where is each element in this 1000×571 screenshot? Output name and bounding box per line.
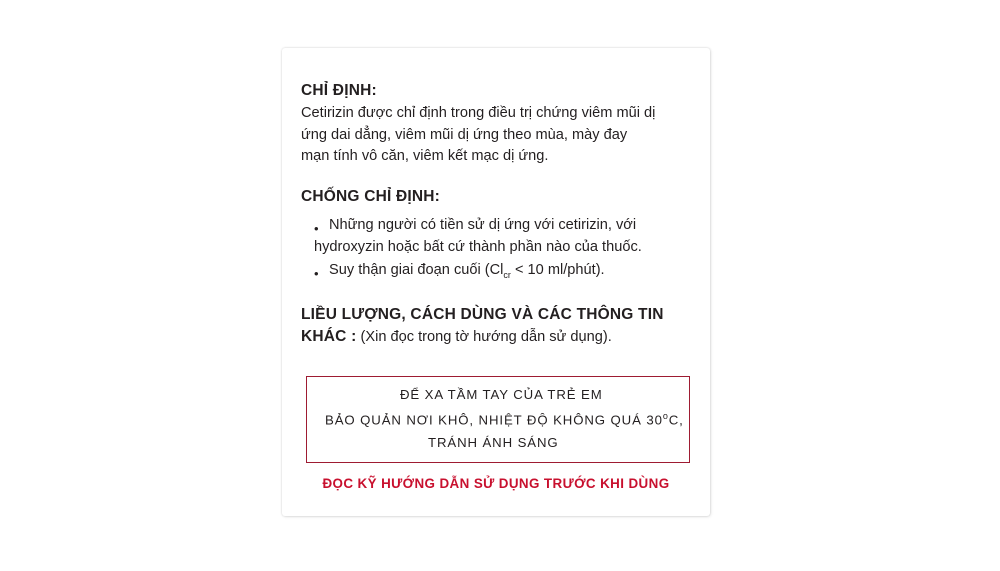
- dosage-note: (Xin đọc trong tờ hướng dẫn sử dụng).: [356, 329, 612, 345]
- contraindication-item: [314, 215, 642, 258]
- contraindication-line: hydroxyzin hoặc bất cứ thành phần nào của thuốc.: [314, 238, 642, 255]
- indications-heading: CHỈ ĐỊNH:: [301, 82, 377, 99]
- keep-away-text: ĐỂ XA TẦM TAY CỦA TRẺ EM: [400, 387, 603, 402]
- storage-temp-prefix: BẢO QUẢN NƠI KHÔ, NHIỆT ĐỘ KHÔNG QUÁ 30: [325, 412, 663, 428]
- indications-line: ứng dai dẳng, viêm mũi dị ứng theo mùa, mày đay: [301, 126, 628, 143]
- indications-text: [301, 103, 693, 168]
- package-insert-panel: [282, 48, 710, 516]
- contraindication-item: [329, 260, 605, 286]
- dosage-heading-cont: KHÁC :: [301, 328, 357, 345]
- bullet-marker: •: [314, 221, 319, 236]
- avoid-light-text: TRÁNH ÁNH SÁNG: [428, 435, 559, 450]
- contraindication-line: Những người có tiền sử dị ứng với cetirizin, với: [329, 217, 637, 233]
- dosage-heading: LIỀU LƯỢNG, CÁCH DÙNG VÀ CÁC THÔNG TIN: [301, 306, 664, 323]
- indications-line: mạn tính vô căn, viêm kết mạc dị ứng.: [301, 148, 549, 164]
- bullet-marker: •: [314, 266, 319, 281]
- storage-temp-suffix: C,: [668, 412, 684, 428]
- indications-line: Cetirizin được chỉ định trong điều trị chứng viêm mũi dị: [301, 105, 656, 121]
- degree-superscript: o: [662, 411, 669, 421]
- dosage-line: [301, 328, 612, 346]
- contraindication-text: < 10 ml/phút).: [510, 262, 605, 278]
- creatinine-clearance-subscript: cr: [503, 269, 511, 280]
- read-instructions-footer: ĐỌC KỸ HƯỚNG DẪN SỬ DỤNG TRƯỚC KHI DÙNG: [322, 476, 670, 491]
- contraindication-text: Suy thận giai đoạn cuối (Cl: [329, 262, 504, 278]
- contraindications-heading: CHỐNG CHỈ ĐỊNH:: [301, 188, 441, 205]
- storage-warning-box: [306, 376, 690, 463]
- storage-temp-text: [325, 411, 684, 427]
